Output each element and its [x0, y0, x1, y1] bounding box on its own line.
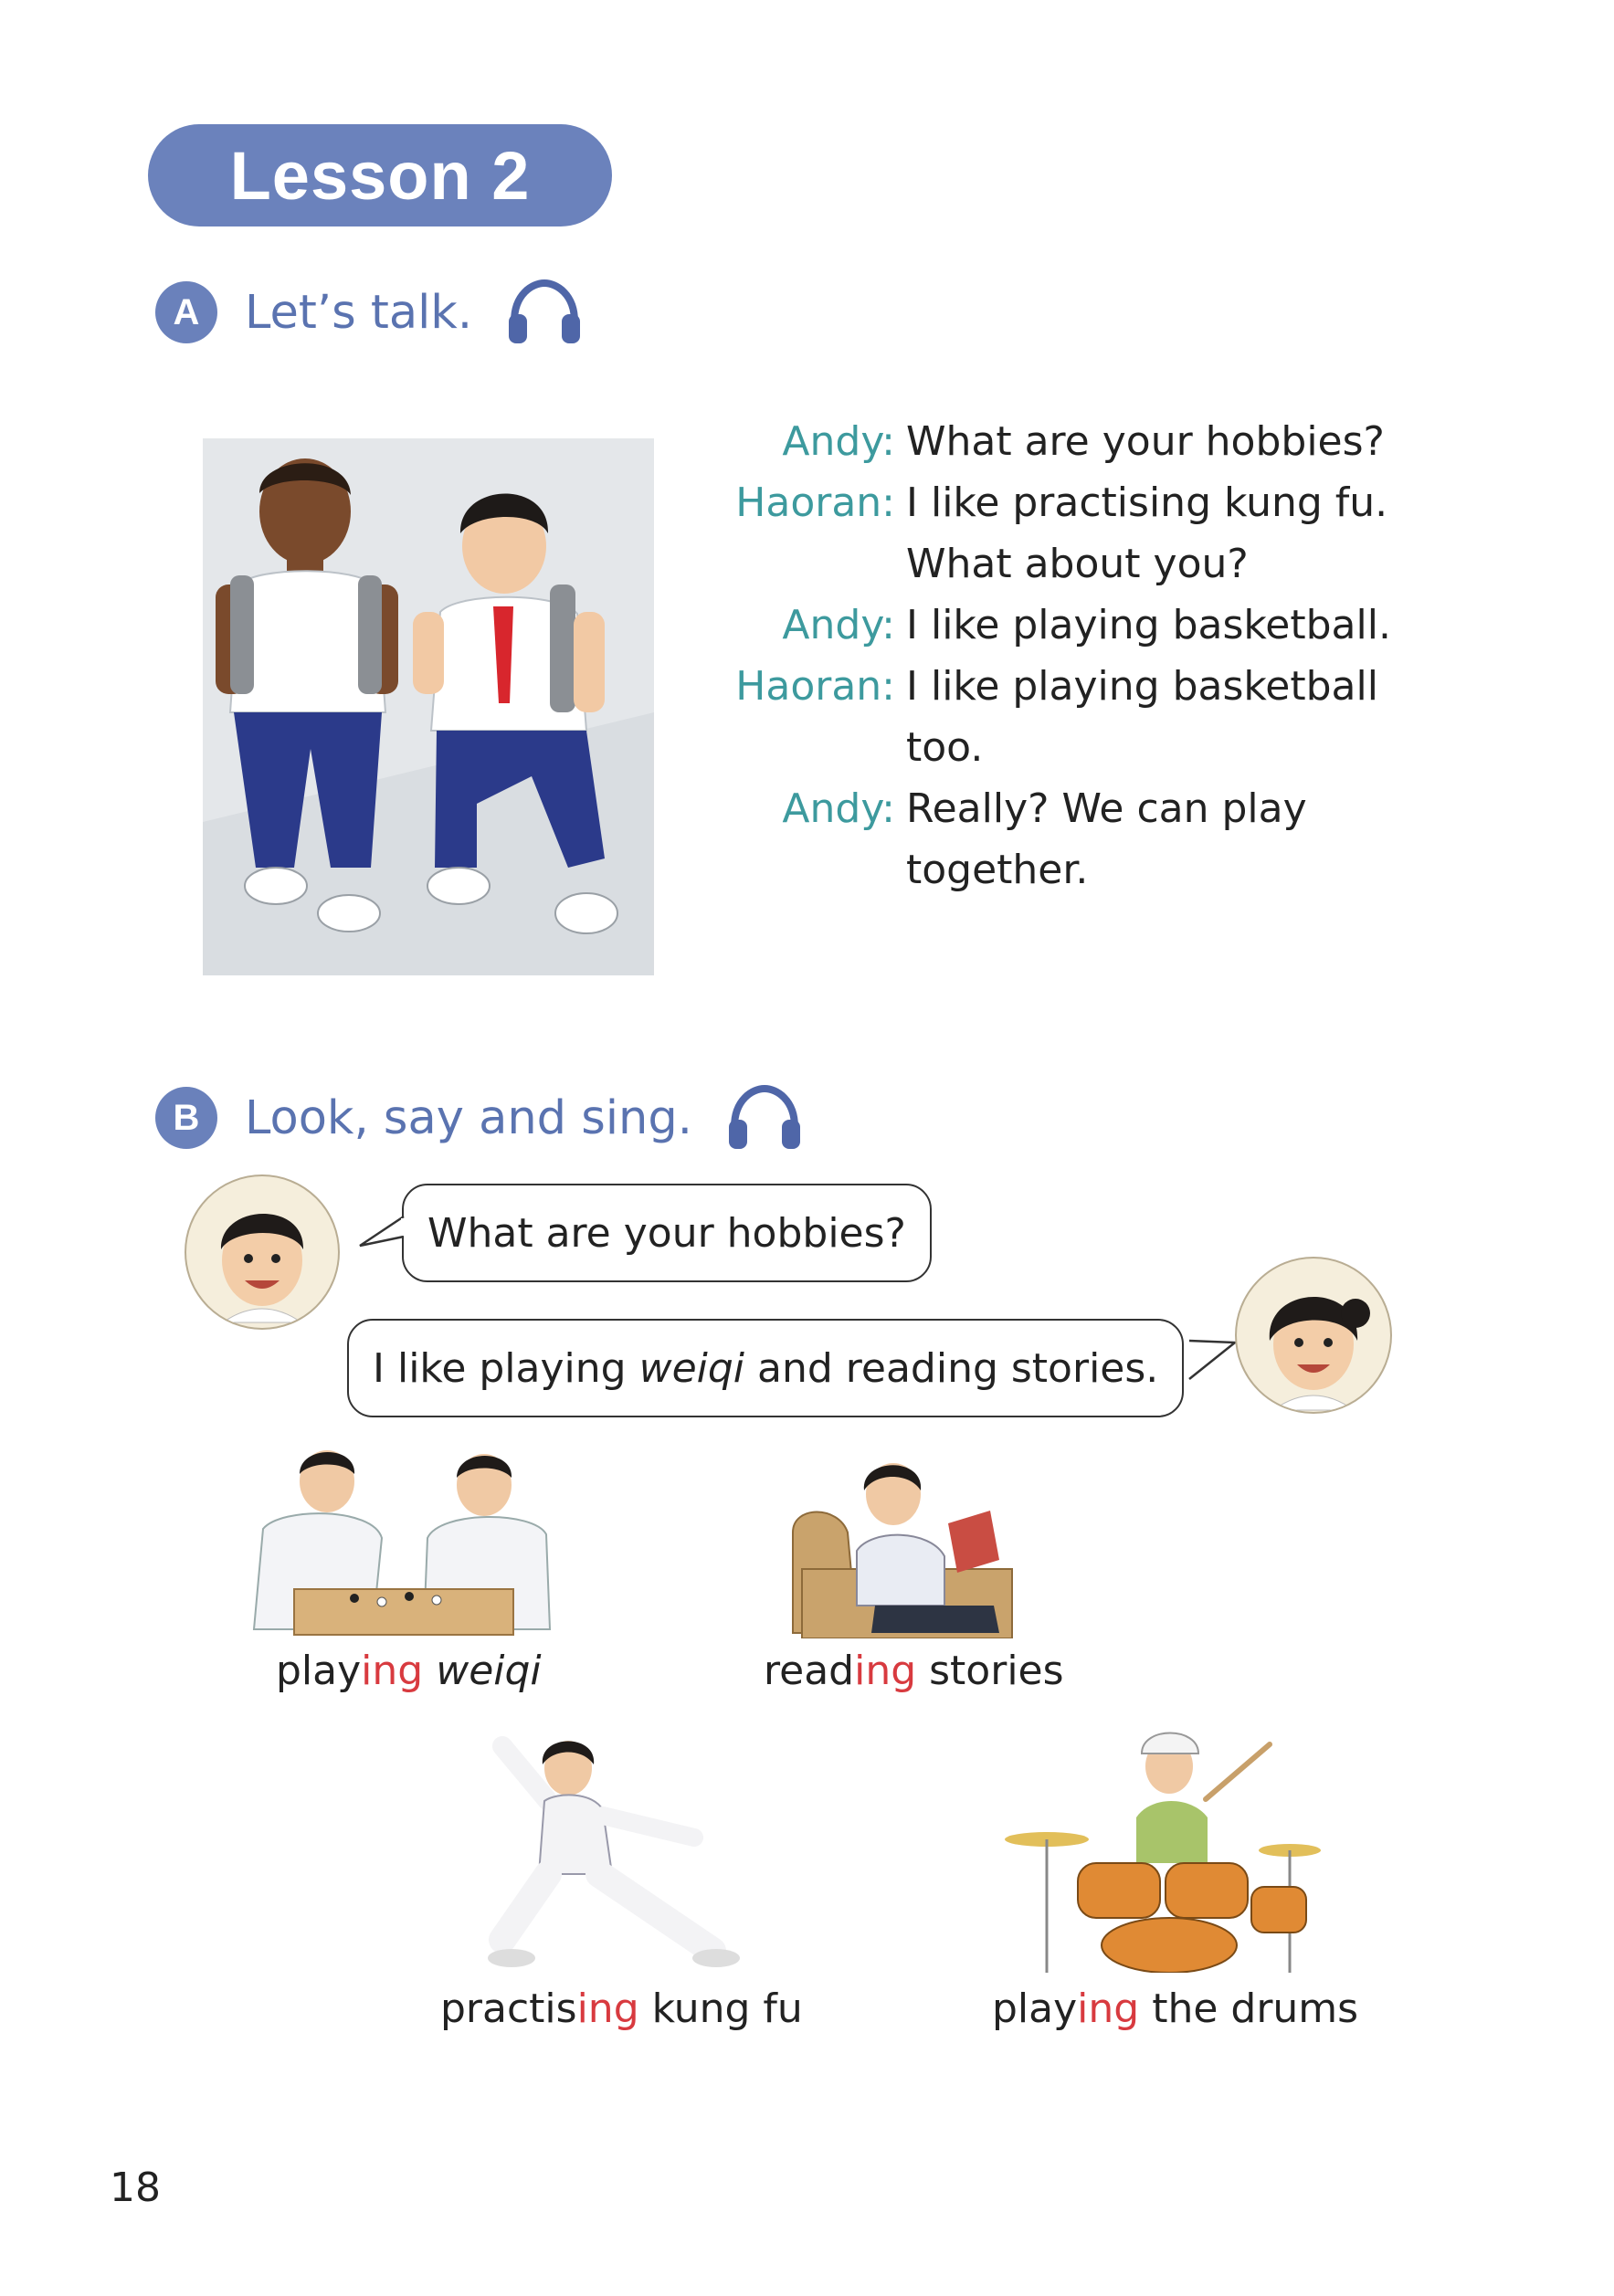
dialogue-line: [712, 717, 1391, 778]
playing-drums-illustration: [1005, 1726, 1321, 1973]
caption-rest: the drums: [1139, 1985, 1359, 2032]
boy-avatar: [185, 1174, 340, 1330]
headphones-icon[interactable]: [725, 1085, 804, 1151]
practising-kung-fu-illustration: [484, 1728, 740, 1976]
section-a-title: Let’s talk.: [245, 285, 473, 340]
caption-rest: kung fu: [638, 1985, 803, 2032]
caption-reading-stories: [764, 1648, 1064, 1694]
speaker-label: Haoran:: [735, 479, 895, 526]
section-b-badge: B: [155, 1087, 217, 1149]
girl-avatar: [1235, 1257, 1392, 1414]
section-a-badge: A: [155, 281, 217, 343]
dialogue-text: I like practising kung fu.: [906, 479, 1388, 526]
dialogue-text: What about you?: [906, 541, 1249, 587]
dialogue-line: [712, 533, 1391, 595]
speaker-label: [712, 533, 895, 595]
dialogue-line: [712, 411, 1391, 472]
speaker-label: Andy:: [782, 418, 895, 465]
dialogue-line: [712, 778, 1391, 839]
caption-rest: weiqi: [436, 1648, 542, 1694]
lesson-title: Lesson 2: [148, 124, 612, 226]
playing-weiqi-illustration: [245, 1447, 555, 1638]
dialogue-text: Really? We can play: [906, 785, 1307, 832]
boy-bubble-text: What are your hobbies?: [427, 1209, 906, 1257]
girl-bubble-italic: weiqi: [638, 1344, 745, 1392]
caption-suffix: ing: [854, 1648, 917, 1694]
caption-suffix: ing: [1077, 1985, 1140, 2032]
caption-playing-weiqi: [276, 1648, 542, 1694]
bubble-tail: [358, 1215, 406, 1255]
bubble-tail: [1187, 1337, 1237, 1383]
reading-stories-illustration: [784, 1450, 1021, 1638]
speaker-label: [712, 717, 895, 778]
caption-stem: play: [276, 1648, 362, 1694]
caption-practising-kung-fu: [440, 1985, 803, 2032]
caption-stem: practis: [440, 1985, 577, 2032]
dialogue-text: together.: [906, 847, 1089, 893]
dialogue-line: [712, 595, 1391, 656]
dialogue-text: too.: [906, 724, 984, 771]
dialogue-text: What are your hobbies?: [906, 418, 1385, 465]
boy-speech-bubble: [402, 1184, 932, 1282]
headphones-icon[interactable]: [505, 279, 584, 345]
dialogue-line: [712, 472, 1391, 533]
caption-stem: read: [764, 1648, 855, 1694]
caption-stem: play: [992, 1985, 1078, 2032]
caption-suffix: ing: [576, 1985, 639, 2032]
section-a-header: [155, 279, 584, 345]
girl-bubble-text: [373, 1345, 1158, 1392]
girl-bubble-text-start: I like playing: [373, 1344, 639, 1392]
dialogue-line: [712, 656, 1391, 717]
dialogue: [712, 411, 1391, 900]
dialogue-line: [712, 839, 1391, 900]
two-boys-illustration: [203, 438, 654, 975]
speaker-label: [712, 839, 895, 900]
section-b-header: [155, 1085, 804, 1151]
girl-speech-bubble: [347, 1319, 1184, 1417]
section-b-title: Look, say and sing.: [245, 1090, 692, 1145]
caption-suffix: ing: [361, 1648, 424, 1694]
speaker-label: Haoran:: [735, 663, 895, 710]
speaker-label: Andy:: [782, 785, 895, 832]
caption-rest: stories: [916, 1648, 1064, 1694]
caption-playing-drums: [992, 1985, 1358, 2032]
page-number: 18: [110, 2164, 161, 2211]
speaker-label: Andy:: [782, 602, 895, 648]
dialogue-text: I like playing basketball: [906, 663, 1378, 710]
girl-bubble-text-end: and reading stories.: [744, 1344, 1159, 1392]
dialogue-text: I like playing basketball.: [906, 602, 1391, 648]
